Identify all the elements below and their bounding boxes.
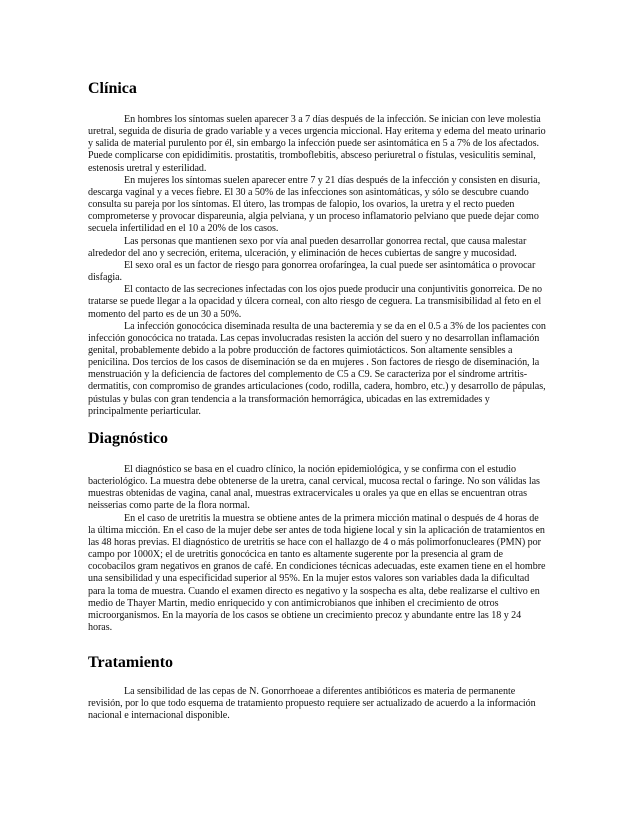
paragraph: En el caso de uretritis la muestra se obtiene antes de la primera micción matinal o después de 4 horas de la última micción. En el caso de la mujer debe ser antes de toda higiene local y sin la aplicación de tratamientos en las 48 horas previas. El diagnóstico de uretritis se hace con el hallazgo de 4 o más polimorfonucleares (PMN) por campo por 1000X; el de uretritis gonocócica en tanto es altamente sugerente por la presencia al gram de cocobacilos gram negativos en granos de café. En condiciones técnicas adecuadas, este examen tiene en el hombre una sensibilidad y una especificidad superior al 95%. En la mujer estos valores son variables dada la dificultad para la toma de muestra. Cuando el examen directo es negativo y la sospecha es alta, debe realizarse el cultivo en medio de Thayer Martin, medio enriquecido y con antimicrobianos que inhiben el crecimiento de otros microorganismos. En la mayoría de los casos se obtiene un crecimiento precoz y abundante entre las 18 y 24 horas.	[88, 512, 546, 634]
section-diagnostico	[88, 430, 546, 634]
paragraph: El sexo oral es un factor de riesgo para gonorrea orofaríngea, la cual puede ser asintomática o provocar disfagia.	[88, 259, 536, 284]
paragraph: La infección gonocócica diseminada resulta de una bacteremia y se da en el 0.5 a 3% de los pacientes con infección gonocócica no tratada. Las cepas involucradas resisten la acción del suero y no desarrollan inflamación genital, probablemente debido a la pobre producción de factores quimiotácticos. Son altamente sensibles a penicilina. Dos tercios de los casos de diseminación se da en mujeres . Son factores de riesgo de diseminación, la menstruación y la deficiencia de factores del complemento de C5 a C9. Se caracteriza por el síndrome artritis- dermatitis, con compromiso de grandes articulaciones (codo, rodilla, cadera, hombro, etc.) y desarrollo de pápulas, pústulas y bulas con gran tendencia a la transformación hemorrágica, ubicadas en las extremidades y principalmente periarticular.	[88, 320, 546, 417]
section-heading: Tratamiento	[88, 654, 174, 671]
section-heading: Clínica	[88, 80, 137, 97]
section-heading: Diagnóstico	[88, 430, 168, 447]
paragraph: En hombres los síntomas suelen aparecer 3 a 7 días después de la infección. Se inician con leve molestia uretral, seguida de disuria de grado variable y a veces urgencia miccional. Hay eritema y edema del meato urinario y salida de material purulento por él, sin embargo la infección puede ser asintomática en 5 a 7% de los afectados. Puede complicarse con epididimitis. prostatitis, tromboflebitis, absceso periuretral o fístulas, vesiculitis seminal, estenosis uretral y esterilidad.	[88, 114, 546, 174]
section-clinica	[88, 80, 546, 418]
paragraph: En mujeres los síntomas suelen aparecer entre 7 y 21 días después de la infección y consisten en disuria, descarga vaginal y a veces fiebre. El 30 a 50% de las infecciones son asintomáticas, y sólo se descubre cuando consulta su pareja por los síntomas. El útero, las trompas de falopio, los ovarios, la uretra y el recto pueden comprometerse y provocar dispareunia, algia pelviana, y un proceso inflamatorio pelviano que puede dejar como secuela infertilidad en el 10 a 20% de los casos.	[88, 174, 541, 235]
paragraph: La sensibilidad de las cepas de N. Gonorrhoeae a diferentes antibióticos es materia de permanente revisión, por lo que todo esquema de tratamiento propuesto requiere ser actualizado de acuerdo a la información nacional e internacional disponible.	[88, 686, 536, 722]
paragraph: El diagnóstico se basa en el cuadro clínico, la noción epidemiológica, y se confirma con el estudio bacteriológico. La muestra debe obtenerse de la uretra, canal cervical, mucosa rectal o faringe. No son válidas las muestras obtenidas de vagina, canal anal, muestras extracervicales u orales ya que en ellas se encuentran otras neisserias como parte de la flora normal.	[88, 464, 540, 512]
section-tratamiento	[88, 654, 546, 722]
paragraph: El contacto de las secreciones infectadas con los ojos puede producir una conjuntivitis gonorreica. De no tratarse se puede llegar a la opacidad y úlcera corneal, con alto riesgo de ceguera. La transmisibilidad al feto en el momento del parto es de un 30 a 50%.	[88, 284, 542, 320]
paragraph: Las personas que mantienen sexo por vía anal pueden desarrollar gonorrea rectal, que causa malestar alrededor del ano y secreción, eritema, ulceración, y eliminación de heces cubiertas de sangre y mucosidad.	[88, 235, 527, 259]
